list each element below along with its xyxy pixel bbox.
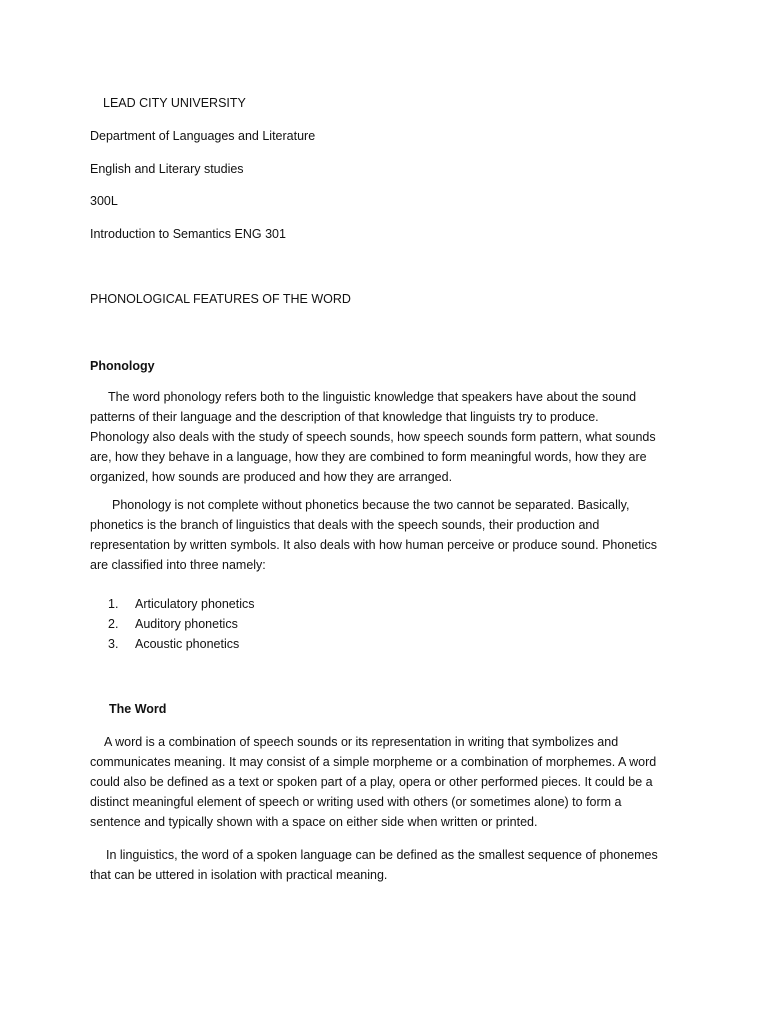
paragraph-linguistics (90, 845, 670, 885)
paragraph-line: representation by written symbols. It also deals with how human perceive or produce sound. Phonetics (90, 538, 657, 552)
paragraph-line: In linguistics, the word of a spoken language can be defined as the smallest sequence of phonemes (106, 848, 658, 862)
paragraph-line: communicates meaning. It may consist of a simple morpheme or a combination of morphemes. A word (90, 755, 657, 769)
paragraph-line: The word phonology refers both to the linguistic knowledge that speakers have about the sound (108, 390, 637, 404)
heading-phonology: Phonology (90, 359, 155, 373)
list-item (108, 634, 255, 654)
document-topic: PHONOLOGICAL FEATURES OF THE WORD (90, 292, 351, 306)
paragraph-line: phonetics is the branch of linguistics that deals with the speech sounds, their production and (90, 518, 600, 532)
paragraph-line: organized, how sounds are produced and how they are arranged. (90, 470, 453, 484)
list-item (108, 594, 255, 614)
paragraph-line: sentence and typically shown with a space on either side when written or printed. (90, 815, 538, 829)
list-text: Auditory phonetics (135, 617, 238, 631)
level-label: 300L (90, 194, 118, 208)
paragraph-line: are classified into three namely: (90, 558, 266, 572)
university-name: LEAD CITY UNIVERSITY (103, 96, 246, 110)
paragraph-word-definition (90, 732, 670, 832)
list-text: Acoustic phonetics (135, 637, 240, 651)
programme-name: English and Literary studies (90, 162, 244, 176)
paragraph-line: Phonology is not complete without phonetics because the two cannot be separated. Basically, (112, 498, 630, 512)
list-text: Articulatory phonetics (135, 597, 255, 611)
paragraph-line: are, how they behave in a language, how they are combined to form meaningful words, how they are (90, 450, 647, 464)
paragraph-line: that can be uttered in isolation with practical meaning. (90, 868, 388, 882)
heading-the-word: The Word (109, 702, 167, 716)
department-name: Department of Languages and Literature (90, 129, 316, 143)
list-number: 3. (108, 637, 119, 651)
paragraph-phonetics (90, 495, 670, 575)
paragraph-phonology-definition (90, 387, 670, 487)
paragraph-line: A word is a combination of speech sounds or its representation in writing that symbolizes and (104, 735, 619, 749)
list-item (108, 614, 255, 634)
list-number: 1. (108, 597, 119, 611)
course-title: Introduction to Semantics ENG 301 (90, 227, 286, 241)
paragraph-line: Phonology also deals with the study of speech sounds, how speech sounds form pattern, what sounds (90, 430, 656, 444)
paragraph-line: distinct meaningful element of speech or writing used with others (or sometimes alone) to form a (90, 795, 622, 809)
phonetics-list (108, 594, 255, 654)
paragraph-line: patterns of their language and the description of that knowledge that linguists try to produce. (90, 410, 599, 424)
list-number: 2. (108, 617, 119, 631)
paragraph-line: could also be defined as a text or spoken part of a play, opera or other performed pieces. It could be a (90, 775, 653, 789)
